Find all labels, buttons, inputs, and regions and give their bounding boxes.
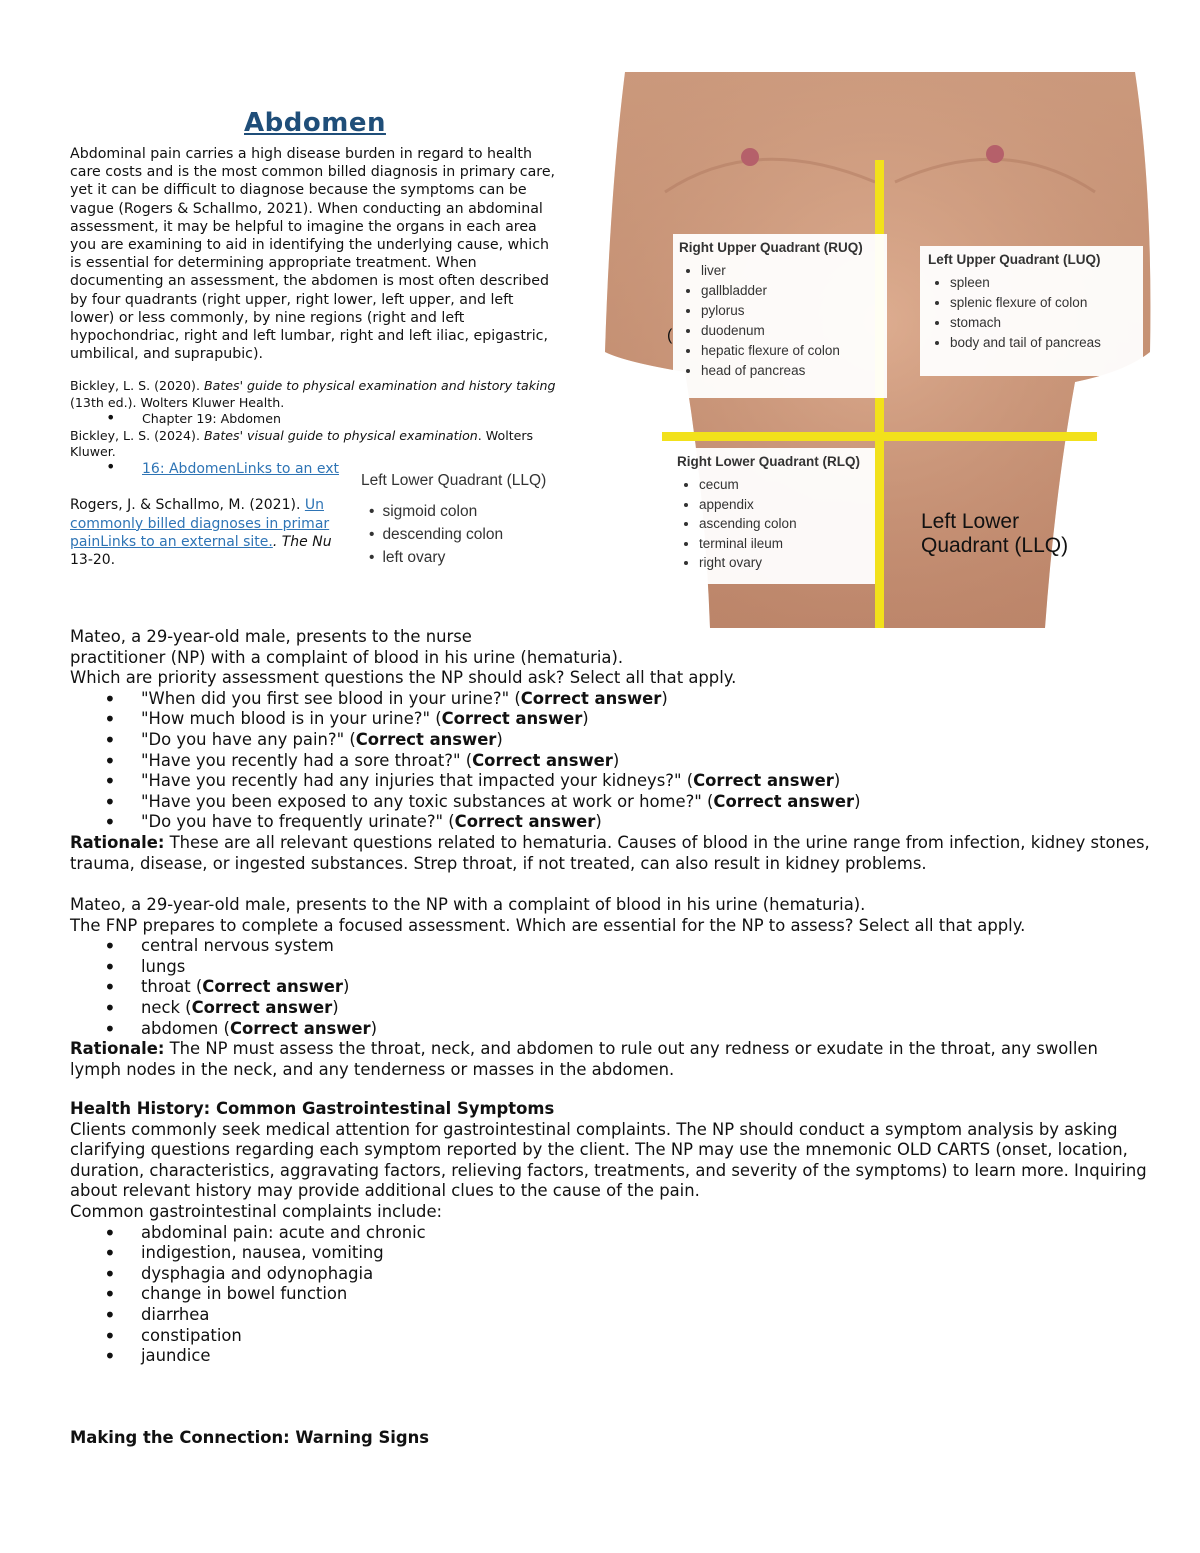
q1-stem-line1: Mateo, a 29-year-old male, presents to the nurse xyxy=(70,627,472,646)
rlq-organ: • cecum xyxy=(699,475,875,495)
ref-publisher: . Wolters Kluwer. xyxy=(70,427,534,460)
q2-option: • lungs xyxy=(141,957,1150,978)
ref-author: Bickley, L. S. (2024). xyxy=(70,427,204,443)
ruq-organ: • pylorus xyxy=(701,301,887,321)
gi-complaint: • jaundice xyxy=(141,1346,1150,1367)
q2-option: • throat (Correct answer) xyxy=(141,977,1150,998)
q1-option: • "Have you been exposed to any toxic substances at work or home?" (Correct answer) xyxy=(141,792,1150,813)
gi-complaint: • change in bowel function xyxy=(141,1284,1150,1305)
chapter-16-link[interactable]: 16: AbdomenLinks to an ext xyxy=(142,461,339,478)
ref-author: Bickley, L. S. (2020). xyxy=(70,378,204,394)
llq-label: Left Lower Quadrant (LLQ) xyxy=(921,510,1069,557)
gi-complaint: • dysphagia and odynophagia xyxy=(141,1264,1150,1285)
gi-complaints-list xyxy=(70,1223,1150,1367)
llq-overlay-title: Left Lower Quadrant (LLQ) xyxy=(361,472,547,489)
reference-bullets xyxy=(70,411,560,427)
gi-complaint: • diarrhea xyxy=(141,1305,1150,1326)
q2-options xyxy=(70,936,1150,1039)
health-history-heading: Health History: Common Gastrointestinal Symptoms xyxy=(70,1099,555,1118)
luq-title: Left Upper Quadrant (LUQ) xyxy=(928,252,1101,267)
ruq-organ: • duodenum xyxy=(701,321,887,341)
llq-organ: • descending colon xyxy=(385,523,567,546)
luq-organ-list xyxy=(928,273,1143,353)
rogers-article-link-2[interactable]: commonly billed diagnoses in primar xyxy=(70,515,330,532)
ref-pages: 13-20. xyxy=(70,552,116,569)
q1-stem-line2: practitioner (NP) with a complaint of blood in his urine (hematuria). xyxy=(70,647,624,667)
ref-journal: . The Nu xyxy=(272,533,332,550)
q1-option: • "Have you recently had any injuries that impacted your kidneys?" (Correct answer) xyxy=(141,771,1150,792)
rlq-organ-list xyxy=(677,475,875,573)
rlq-title: Right Lower Quadrant (RLQ) xyxy=(677,454,860,469)
page-title: Abdomen xyxy=(244,108,386,138)
gi-complaint: • indigestion, nausea, vomiting xyxy=(141,1243,1150,1264)
q2-stem-line2: The FNP prepares to complete a focused assessment. Which are essential for the NP to assess? Select all that apply. xyxy=(70,915,1026,935)
chapter-item: • Chapter 19: Abdomen xyxy=(142,411,560,427)
ref-author: Rogers, J. & Schallmo, M. (2021). xyxy=(70,497,305,514)
health-history-lead: Common gastrointestinal complaints include: xyxy=(70,1201,443,1221)
ref-publisher: (13th ed.). Wolters Kluwer Health. xyxy=(70,394,285,410)
ref-title: Bates' guide to physical examination and history taking xyxy=(203,378,556,394)
luq-organ: • spleen xyxy=(950,273,1143,293)
ruq-box xyxy=(673,234,887,398)
ruq-organ: • hepatic flexure of colon xyxy=(701,341,887,361)
q2-stem-line1: Mateo, a 29-year-old male, presents to the NP with a complaint of blood in his urine (hematuria). xyxy=(70,895,866,914)
rlq-box xyxy=(671,448,875,584)
q1-option: • "When did you first see blood in your urine?" (Correct answer) xyxy=(141,689,1150,710)
q1-option: • "Have you recently had a sore throat?" (Correct answer) xyxy=(141,751,1150,772)
ref-title: Bates' visual guide to physical examination xyxy=(203,427,478,443)
q2-option: • abdomen (Correct answer) xyxy=(141,1019,1150,1040)
rlq-organ: • terminal ileum xyxy=(699,534,875,554)
luq-organ: • stomach xyxy=(950,313,1143,333)
horizontal-quadrant-line xyxy=(662,432,1097,441)
q1-rationale: Rationale: These are all relevant questions related to hematuria. Causes of blood in the urine range from infection, kidney stones, trauma, disease, or ingested substances. Strep throat, if not treated, can also result in kidney problems. xyxy=(70,832,1150,873)
rlq-organ: • appendix xyxy=(699,495,875,515)
llq-organ: • sigmoid colon xyxy=(385,500,567,523)
gi-complaint: • constipation xyxy=(141,1326,1150,1347)
rogers-article-link[interactable]: Un xyxy=(304,497,324,514)
ruq-organ: • liver xyxy=(701,261,887,281)
gi-complaint: • abdominal pain: acute and chronic xyxy=(141,1223,1150,1244)
q1-option: • "Do you have to frequently urinate?" (Correct answer) xyxy=(141,812,1150,833)
q1-option: • "Do you have any pain?" (Correct answer) xyxy=(141,730,1150,751)
abdomen-quadrants-figure xyxy=(605,72,1153,628)
luq-organ: • body and tail of pancreas xyxy=(950,333,1143,353)
llq-organ: • left ovary xyxy=(385,546,567,569)
q2-option: • neck (Correct answer) xyxy=(141,998,1150,1019)
rlq-organ: • ascending colon xyxy=(699,514,875,534)
llq-overlay-box xyxy=(357,468,567,583)
llq-organ-list xyxy=(357,500,567,569)
ruq-organ: • gallbladder xyxy=(701,281,887,301)
intro-text: Abdominal pain carries a high disease burden in regard to health care costs and is the most common billed diagnosis in primary care, yet it can be difficult to diagnose because the symptoms can be vague (Rogers & Schallmo, 2021). When conducting an abdominal assessment, it may be helpful to imagine the organs in each area you are examining to aid in identifying the underlying cause, which is essential for determining appropriate treatment. When documenting an assessment, the abdomen is most often described by four quadrants (right upper, right lower, left upper, and left lower) or less commonly, by nine regions (right and left hypochondriac, right and left lumbar, right and left iliac, epigastric, umbilical, and suprapubic). xyxy=(70,146,556,363)
health-history-paragraph: Clients commonly seek medical attention for gastrointestinal complaints. The NP should conduct a symptom analysis by asking clarifying questions regarding each symptom reported by the client. The NP may use the mnemonic OLD CARTS (onset, location, duration, characteristics, aggravating factors, relieving factors, treatments, and severity of the symptoms) to learn more. Inquiring about relevant history may provide additional clues to the cause of the pain. xyxy=(70,1119,1147,1201)
stray-parenthesis: ( xyxy=(667,327,673,344)
q1-option: • "How much blood is in your urine?" (Correct answer) xyxy=(141,709,1150,730)
reference-bickley-2024 xyxy=(70,428,560,461)
ruq-organ: • head of pancreas xyxy=(701,361,887,381)
q1-options xyxy=(70,689,1150,833)
q2-option: • central nervous system xyxy=(141,936,1150,957)
q1-stem-line3: Which are priority assessment questions the NP should ask? Select all that apply. xyxy=(70,668,737,688)
rogers-article-link-3[interactable]: painLinks to an external site. xyxy=(70,533,273,550)
reference-bickley-2020 xyxy=(70,378,560,411)
luq-box xyxy=(920,246,1143,376)
q2-rationale: Rationale: The NP must assess the throat, neck, and abdomen to rule out any redness or exudate in the throat, any swollen lymph nodes in the neck, and any tenderness or masses in the abdomen. xyxy=(70,1039,1098,1079)
ruq-title: Right Upper Quadrant (RUQ) xyxy=(679,240,863,255)
rlq-organ: • right ovary xyxy=(699,553,875,573)
luq-organ: • splenic flexure of colon xyxy=(950,293,1143,313)
connection-heading: Making the Connection: Warning Signs xyxy=(70,1428,430,1447)
health-history-section xyxy=(70,1099,1150,1367)
ruq-organ-list xyxy=(679,261,887,381)
question-1 xyxy=(70,627,1150,874)
question-2 xyxy=(70,895,1150,1080)
